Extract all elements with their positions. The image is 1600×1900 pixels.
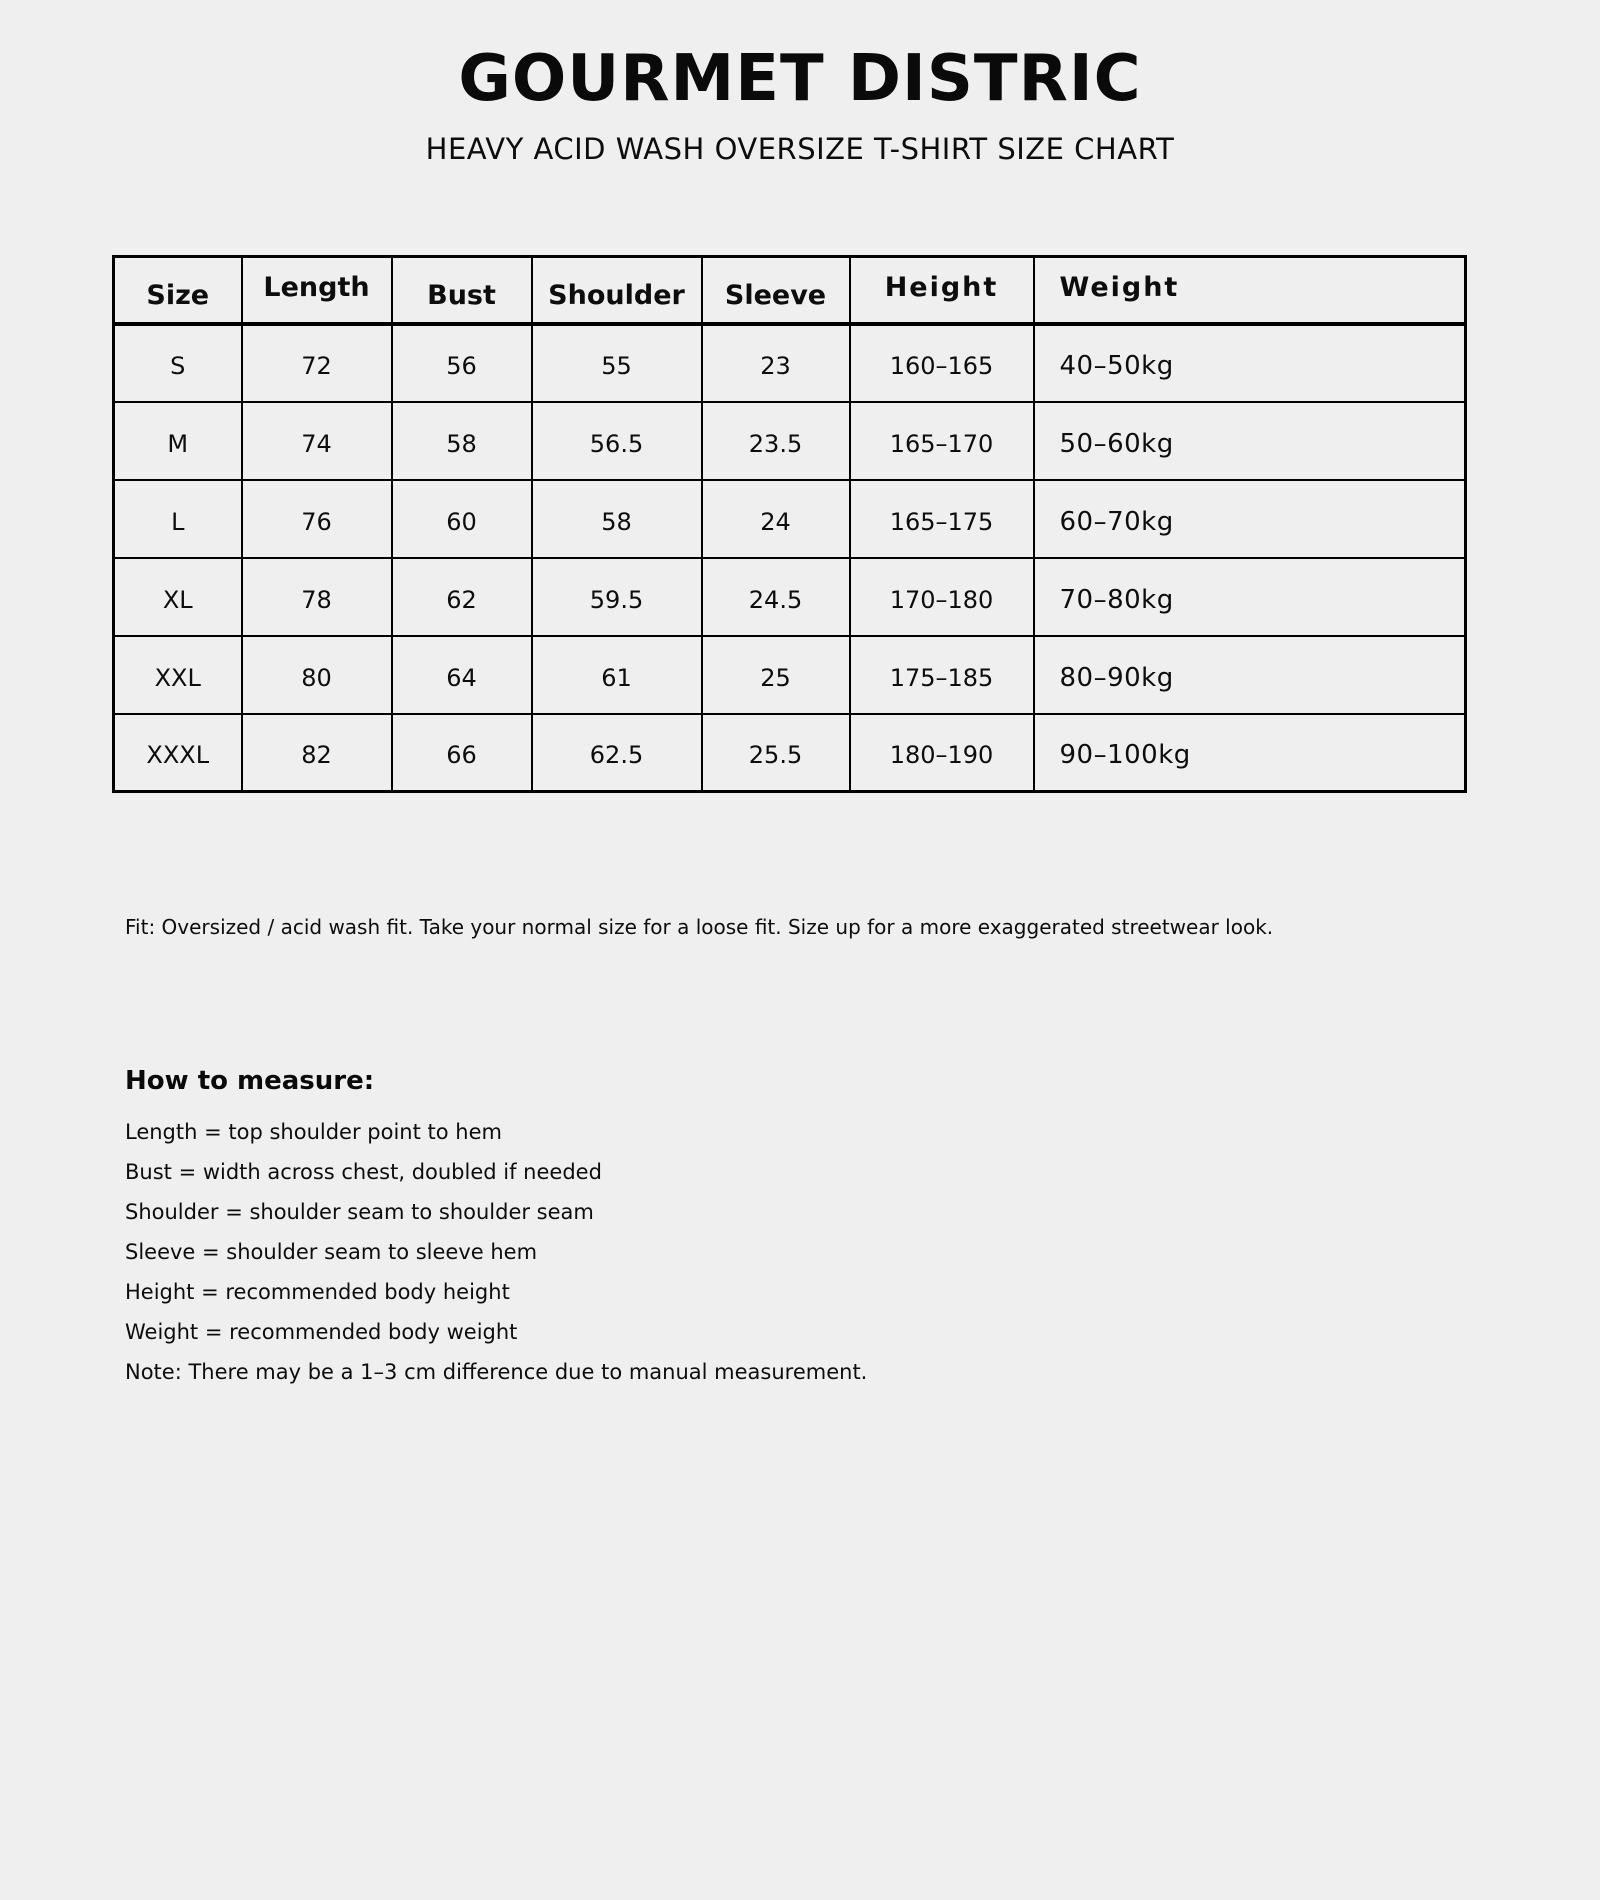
cell-value: 62 (446, 585, 477, 614)
measure-line-2: Bust = width across chest, doubled if needed (125, 1160, 602, 1184)
cell-bust-xxl (392, 636, 532, 714)
cell-sleeve-xxxl (702, 714, 850, 792)
page-title: GOURMET DISTRIC (458, 42, 1142, 116)
cell-shoulder-s (532, 324, 702, 402)
table-row-s (114, 324, 1466, 402)
cell-length-l (242, 480, 392, 558)
cell-value: 56.5 (589, 429, 644, 458)
cell-value: 55 (601, 352, 632, 380)
cell-value: XXXL (146, 741, 210, 770)
cell-value: 58 (601, 507, 632, 536)
cell-value: 70–80kg (1059, 584, 1174, 615)
cell-value: 25.5 (748, 741, 803, 770)
cell-value: 59.5 (589, 585, 644, 614)
how-to-measure-list (125, 1112, 867, 1392)
cell-value: 66 (446, 741, 477, 770)
cell-height-xl (850, 558, 1034, 636)
cell-sleeve-l (702, 480, 850, 558)
cell-height-xxl (850, 636, 1034, 714)
cell-value: 60–70kg (1059, 506, 1174, 537)
cell-shoulder-xxxl (532, 714, 702, 792)
column-header-label: Size (146, 280, 210, 312)
cell-weight-xxl (1034, 636, 1466, 714)
cell-length-m (242, 402, 392, 480)
cell-size-l (114, 480, 242, 558)
column-header-height (850, 257, 1034, 324)
cell-sleeve-s (702, 324, 850, 402)
cell-value: 58 (446, 429, 477, 458)
column-header-label: Height (884, 272, 999, 304)
cell-value: 60 (446, 507, 477, 536)
cell-value: 23.5 (748, 429, 803, 458)
cell-bust-xl (392, 558, 532, 636)
table-row-xxl (114, 636, 1466, 714)
cell-value: 175–185 (889, 663, 994, 692)
cell-value: 90–100kg (1059, 740, 1191, 771)
cell-value: 56 (446, 352, 477, 380)
column-header-label: Length (263, 272, 370, 304)
measure-line-3: Shoulder = shoulder seam to shoulder seam (125, 1200, 594, 1224)
cell-bust-s (392, 324, 532, 402)
cell-length-xl (242, 558, 392, 636)
cell-weight-xl (1034, 558, 1466, 636)
cell-value: 180–190 (889, 741, 994, 770)
column-header-length (242, 257, 392, 324)
cell-size-xxl (114, 636, 242, 714)
column-header-label: Weight (1059, 272, 1180, 304)
cell-bust-m (392, 402, 532, 480)
cell-value: 64 (446, 663, 477, 692)
cell-value: 80–90kg (1059, 662, 1174, 693)
cell-length-xxxl (242, 714, 392, 792)
cell-value: 24 (760, 507, 791, 536)
table-body (114, 324, 1466, 792)
measure-line-6: Weight = recommended body weight (125, 1320, 518, 1344)
measure-line-7: Note: There may be a 1–3 cm difference due to manual measurement. (125, 1360, 868, 1384)
measure-line-5: Height = recommended body height (125, 1280, 510, 1304)
column-header-sleeve (702, 257, 850, 324)
column-header-weight (1034, 257, 1466, 324)
cell-value: 50–60kg (1059, 428, 1174, 459)
cell-height-s (850, 324, 1034, 402)
page-subtitle: HEAVY ACID WASH OVERSIZE T-SHIRT SIZE CHART (425, 132, 1175, 166)
cell-bust-xxxl (392, 714, 532, 792)
cell-shoulder-xxl (532, 636, 702, 714)
cell-height-m (850, 402, 1034, 480)
table-row-xxxl (114, 714, 1466, 792)
cell-value: 80 (301, 663, 332, 692)
cell-weight-xxxl (1034, 714, 1466, 792)
column-header-label: Bust (427, 280, 496, 312)
cell-shoulder-l (532, 480, 702, 558)
how-to-measure-heading: How to measure: (125, 1066, 375, 1096)
cell-size-s (114, 324, 242, 402)
measure-line-1: Length = top shoulder point to hem (125, 1120, 502, 1144)
cell-value: 74 (301, 429, 332, 458)
cell-sleeve-xxl (702, 636, 850, 714)
cell-value: 40–50kg (1059, 351, 1174, 381)
cell-size-m (114, 402, 242, 480)
cell-value: 160–165 (889, 352, 994, 380)
cell-value: 165–170 (889, 429, 994, 458)
cell-value: 62.5 (589, 741, 644, 770)
cell-weight-l (1034, 480, 1466, 558)
cell-sleeve-m (702, 402, 850, 480)
cell-value: 165–175 (889, 507, 994, 536)
table-row-l (114, 480, 1466, 558)
measure-line-4: Sleeve = shoulder seam to sleeve hem (125, 1240, 538, 1264)
cell-value: XL (162, 585, 193, 614)
cell-height-xxxl (850, 714, 1034, 792)
cell-height-l (850, 480, 1034, 558)
table-row-xl (114, 558, 1466, 636)
column-header-size (114, 257, 242, 324)
cell-value: M (167, 429, 189, 458)
cell-value: XXL (154, 663, 201, 692)
cell-value: 72 (301, 352, 332, 380)
cell-shoulder-xl (532, 558, 702, 636)
fit-note: Fit: Oversized / acid wash fit. Take your normal size for a loose fit. Size up for a more exaggerated streetwear look. (125, 915, 1274, 939)
cell-value: 76 (301, 507, 332, 536)
cell-value: 82 (301, 741, 332, 770)
cell-bust-l (392, 480, 532, 558)
cell-value: 170–180 (889, 585, 994, 614)
column-header-shoulder (532, 257, 702, 324)
cell-weight-m (1034, 402, 1466, 480)
cell-value: S (170, 352, 186, 380)
cell-size-xl (114, 558, 242, 636)
cell-length-xxl (242, 636, 392, 714)
cell-value: 25 (760, 663, 791, 692)
cell-value: 78 (301, 585, 332, 614)
column-header-label: Shoulder (548, 280, 685, 312)
column-header-label: Sleeve (724, 280, 827, 312)
table-row-m (114, 402, 1466, 480)
cell-shoulder-m (532, 402, 702, 480)
cell-value: 61 (601, 663, 632, 692)
cell-value: 23 (760, 352, 791, 380)
cell-value: 24.5 (748, 585, 803, 614)
cell-length-s (242, 324, 392, 402)
size-chart-table (112, 255, 1467, 793)
table-header-row (114, 257, 1466, 324)
cell-sleeve-xl (702, 558, 850, 636)
cell-value: L (171, 507, 185, 536)
cell-weight-s (1034, 324, 1466, 402)
cell-size-xxxl (114, 714, 242, 792)
column-header-bust (392, 257, 532, 324)
